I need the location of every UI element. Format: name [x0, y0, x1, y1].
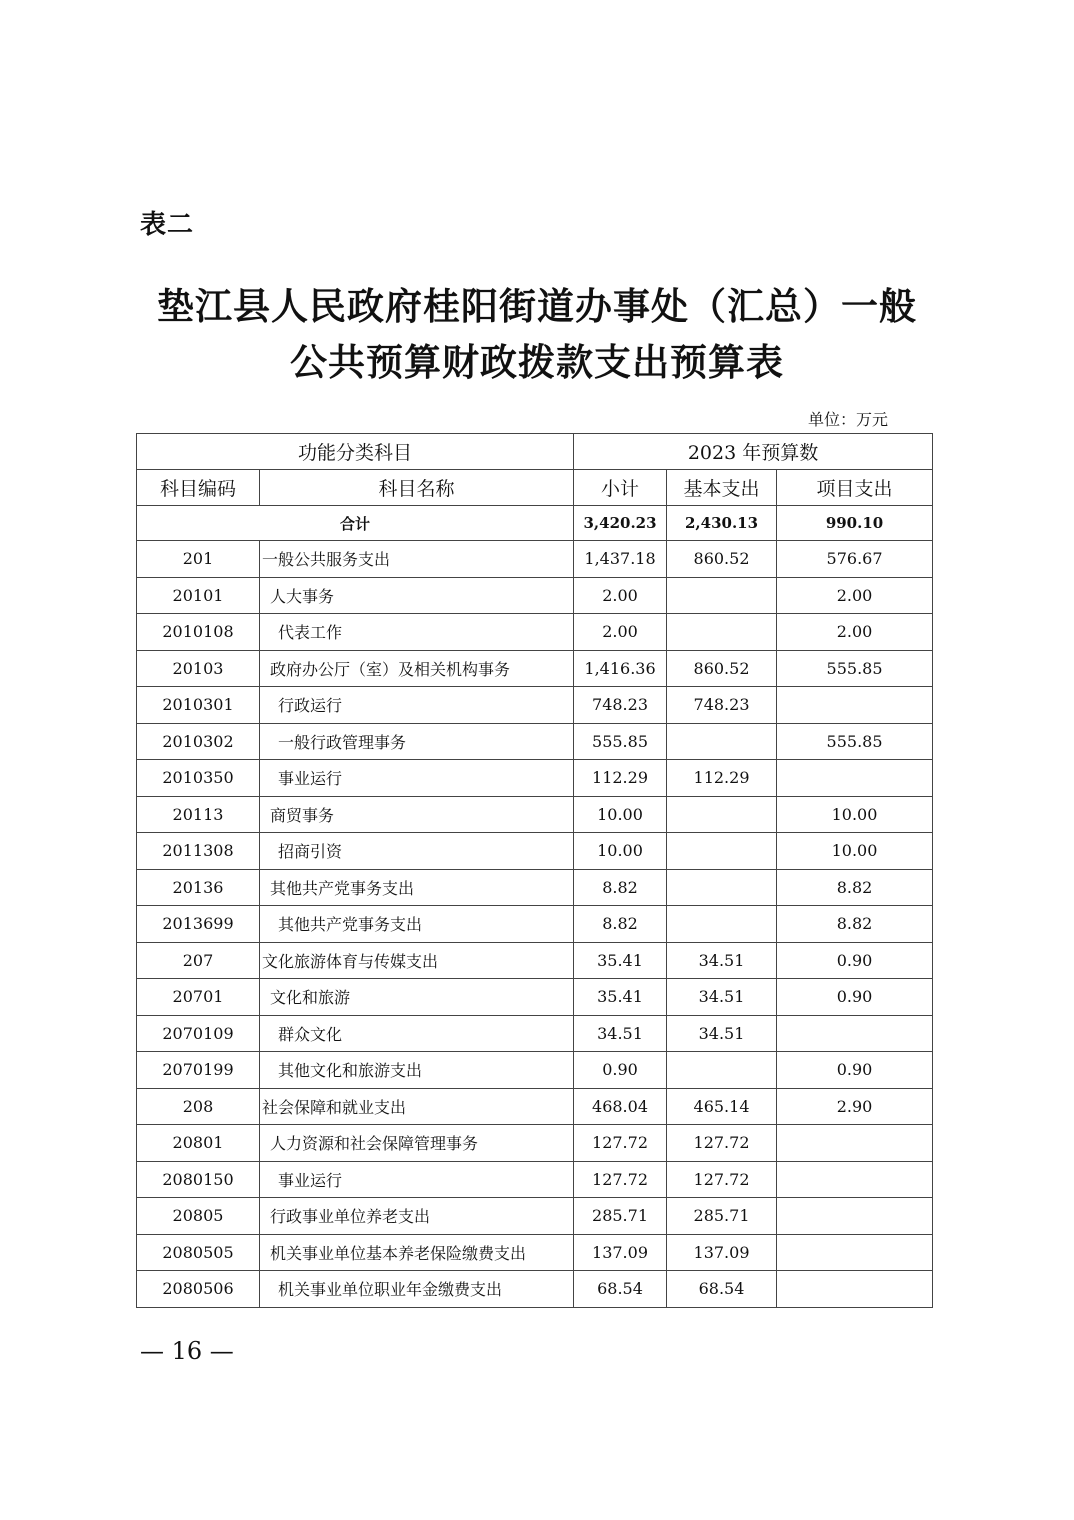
- row-name: 招商引资: [260, 833, 574, 870]
- row-code: 20801: [137, 1125, 260, 1162]
- row-code: 2080150: [137, 1161, 260, 1198]
- row-subtotal: 8.82: [574, 869, 667, 906]
- row-name: 人大事务: [260, 577, 574, 614]
- row-project: 576.67: [777, 541, 933, 578]
- table-row: [137, 979, 933, 1016]
- row-code: 2070109: [137, 1015, 260, 1052]
- total-row: [137, 506, 933, 541]
- row-code: 207: [137, 942, 260, 979]
- table-row: [137, 869, 933, 906]
- row-name: 事业运行: [260, 1161, 574, 1198]
- row-project: [777, 1234, 933, 1271]
- row-subtotal: 10.00: [574, 833, 667, 870]
- header-name: 科目名称: [260, 470, 574, 506]
- header-group-row: [137, 434, 933, 470]
- row-project: 0.90: [777, 979, 933, 1016]
- table-row: [137, 1161, 933, 1198]
- row-code: 20701: [137, 979, 260, 1016]
- table-label: 表二: [140, 210, 195, 240]
- row-code: 20113: [137, 796, 260, 833]
- row-basic: [667, 906, 777, 943]
- row-basic: 860.52: [667, 541, 777, 578]
- total-subtotal: 3,420.23: [574, 506, 667, 541]
- row-code: 2010350: [137, 760, 260, 797]
- row-basic: [667, 723, 777, 760]
- header-basic: 基本支出: [667, 470, 777, 506]
- row-basic: 137.09: [667, 1234, 777, 1271]
- page-title-line2: 公共预算财政拨款支出预算表: [290, 340, 784, 384]
- row-subtotal: 127.72: [574, 1125, 667, 1162]
- row-code: 20103: [137, 650, 260, 687]
- row-subtotal: 35.41: [574, 979, 667, 1016]
- row-project: [777, 1015, 933, 1052]
- table-row: [137, 1271, 933, 1308]
- row-project: 555.85: [777, 723, 933, 760]
- row-basic: [667, 833, 777, 870]
- header-budget-year: 2023 年预算数: [574, 434, 933, 470]
- row-basic: 68.54: [667, 1271, 777, 1308]
- header-function-category: 功能分类科目: [137, 434, 574, 470]
- row-name: 代表工作: [260, 614, 574, 651]
- unit-label: 单位：万元: [808, 410, 889, 429]
- row-name: 行政事业单位养老支出: [260, 1198, 574, 1235]
- row-basic: 748.23: [667, 687, 777, 724]
- table-row: [137, 614, 933, 651]
- row-subtotal: 0.90: [574, 1052, 667, 1089]
- row-basic: 34.51: [667, 942, 777, 979]
- page-number: — 16 —: [140, 1337, 234, 1365]
- row-basic: 285.71: [667, 1198, 777, 1235]
- table-row: [137, 1125, 933, 1162]
- row-subtotal: 68.54: [574, 1271, 667, 1308]
- row-project: 8.82: [777, 906, 933, 943]
- row-project: 0.90: [777, 942, 933, 979]
- row-name: 其他共产党事务支出: [260, 906, 574, 943]
- row-name: 事业运行: [260, 760, 574, 797]
- row-basic: 860.52: [667, 650, 777, 687]
- row-name: 文化和旅游: [260, 979, 574, 1016]
- row-name: 人力资源和社会保障管理事务: [260, 1125, 574, 1162]
- table-row: [137, 1088, 933, 1125]
- row-project: 8.82: [777, 869, 933, 906]
- row-name: 政府办公厅（室）及相关机构事务: [260, 650, 574, 687]
- row-name: 机关事业单位职业年金缴费支出: [260, 1271, 574, 1308]
- row-project: [777, 687, 933, 724]
- row-basic: 112.29: [667, 760, 777, 797]
- row-basic: 34.51: [667, 1015, 777, 1052]
- row-name: 其他共产党事务支出: [260, 869, 574, 906]
- row-subtotal: 34.51: [574, 1015, 667, 1052]
- header-column-row: [137, 470, 933, 506]
- row-basic: 127.72: [667, 1161, 777, 1198]
- row-subtotal: 1,437.18: [574, 541, 667, 578]
- row-subtotal: 555.85: [574, 723, 667, 760]
- total-basic: 2,430.13: [667, 506, 777, 541]
- table-row: [137, 1052, 933, 1089]
- page-title-line1: 垫江县人民政府桂阳街道办事处（汇总）一般: [157, 284, 917, 328]
- table-row: [137, 687, 933, 724]
- table-row: [137, 906, 933, 943]
- row-name: 其他文化和旅游支出: [260, 1052, 574, 1089]
- row-subtotal: 127.72: [574, 1161, 667, 1198]
- row-project: [777, 1198, 933, 1235]
- header-project: 项目支出: [777, 470, 933, 506]
- row-project: 2.00: [777, 577, 933, 614]
- table-row: [137, 541, 933, 578]
- row-project: [777, 760, 933, 797]
- table-row: [137, 760, 933, 797]
- row-code: 2010301: [137, 687, 260, 724]
- row-name: 机关事业单位基本养老保险缴费支出: [260, 1234, 574, 1271]
- row-basic: 127.72: [667, 1125, 777, 1162]
- row-code: 2011308: [137, 833, 260, 870]
- row-project: [777, 1161, 933, 1198]
- row-subtotal: 2.00: [574, 614, 667, 651]
- table-row: [137, 1198, 933, 1235]
- row-basic: [667, 796, 777, 833]
- row-code: 2010108: [137, 614, 260, 651]
- row-code: 201: [137, 541, 260, 578]
- table-row: [137, 650, 933, 687]
- row-code: 2013699: [137, 906, 260, 943]
- header-code: 科目编码: [137, 470, 260, 506]
- row-project: [777, 1271, 933, 1308]
- row-subtotal: 112.29: [574, 760, 667, 797]
- table-row: [137, 796, 933, 833]
- row-subtotal: 1,416.36: [574, 650, 667, 687]
- row-basic: [667, 614, 777, 651]
- row-project: 2.90: [777, 1088, 933, 1125]
- row-basic: [667, 869, 777, 906]
- row-code: 208: [137, 1088, 260, 1125]
- row-subtotal: 35.41: [574, 942, 667, 979]
- row-name: 社会保障和就业支出: [260, 1088, 574, 1125]
- row-name: 一般行政管理事务: [260, 723, 574, 760]
- row-basic: [667, 577, 777, 614]
- row-name: 一般公共服务支出: [260, 541, 574, 578]
- row-code: 20136: [137, 869, 260, 906]
- row-basic: 34.51: [667, 979, 777, 1016]
- row-code: 2080505: [137, 1234, 260, 1271]
- row-name: 群众文化: [260, 1015, 574, 1052]
- row-basic: 465.14: [667, 1088, 777, 1125]
- budget-table: [136, 433, 933, 1308]
- row-project: 10.00: [777, 833, 933, 870]
- row-name: 商贸事务: [260, 796, 574, 833]
- row-project: 10.00: [777, 796, 933, 833]
- row-subtotal: 2.00: [574, 577, 667, 614]
- row-name: 文化旅游体育与传媒支出: [260, 942, 574, 979]
- row-project: 2.00: [777, 614, 933, 651]
- table-row: [137, 942, 933, 979]
- total-project: 990.10: [777, 506, 933, 541]
- table-row: [137, 833, 933, 870]
- row-code: 2080506: [137, 1271, 260, 1308]
- total-label: 合计: [137, 506, 574, 541]
- row-code: 2070199: [137, 1052, 260, 1089]
- row-name: 行政运行: [260, 687, 574, 724]
- row-subtotal: 8.82: [574, 906, 667, 943]
- row-basic: [667, 1052, 777, 1089]
- table-row: [137, 723, 933, 760]
- table-row: [137, 1015, 933, 1052]
- row-project: [777, 1125, 933, 1162]
- row-subtotal: 285.71: [574, 1198, 667, 1235]
- row-subtotal: 468.04: [574, 1088, 667, 1125]
- row-code: 20101: [137, 577, 260, 614]
- row-subtotal: 748.23: [574, 687, 667, 724]
- row-subtotal: 137.09: [574, 1234, 667, 1271]
- header-subtotal: 小计: [574, 470, 667, 506]
- row-code: 2010302: [137, 723, 260, 760]
- table-row: [137, 577, 933, 614]
- row-code: 20805: [137, 1198, 260, 1235]
- row-project: 555.85: [777, 650, 933, 687]
- table-row: [137, 1234, 933, 1271]
- row-subtotal: 10.00: [574, 796, 667, 833]
- row-project: 0.90: [777, 1052, 933, 1089]
